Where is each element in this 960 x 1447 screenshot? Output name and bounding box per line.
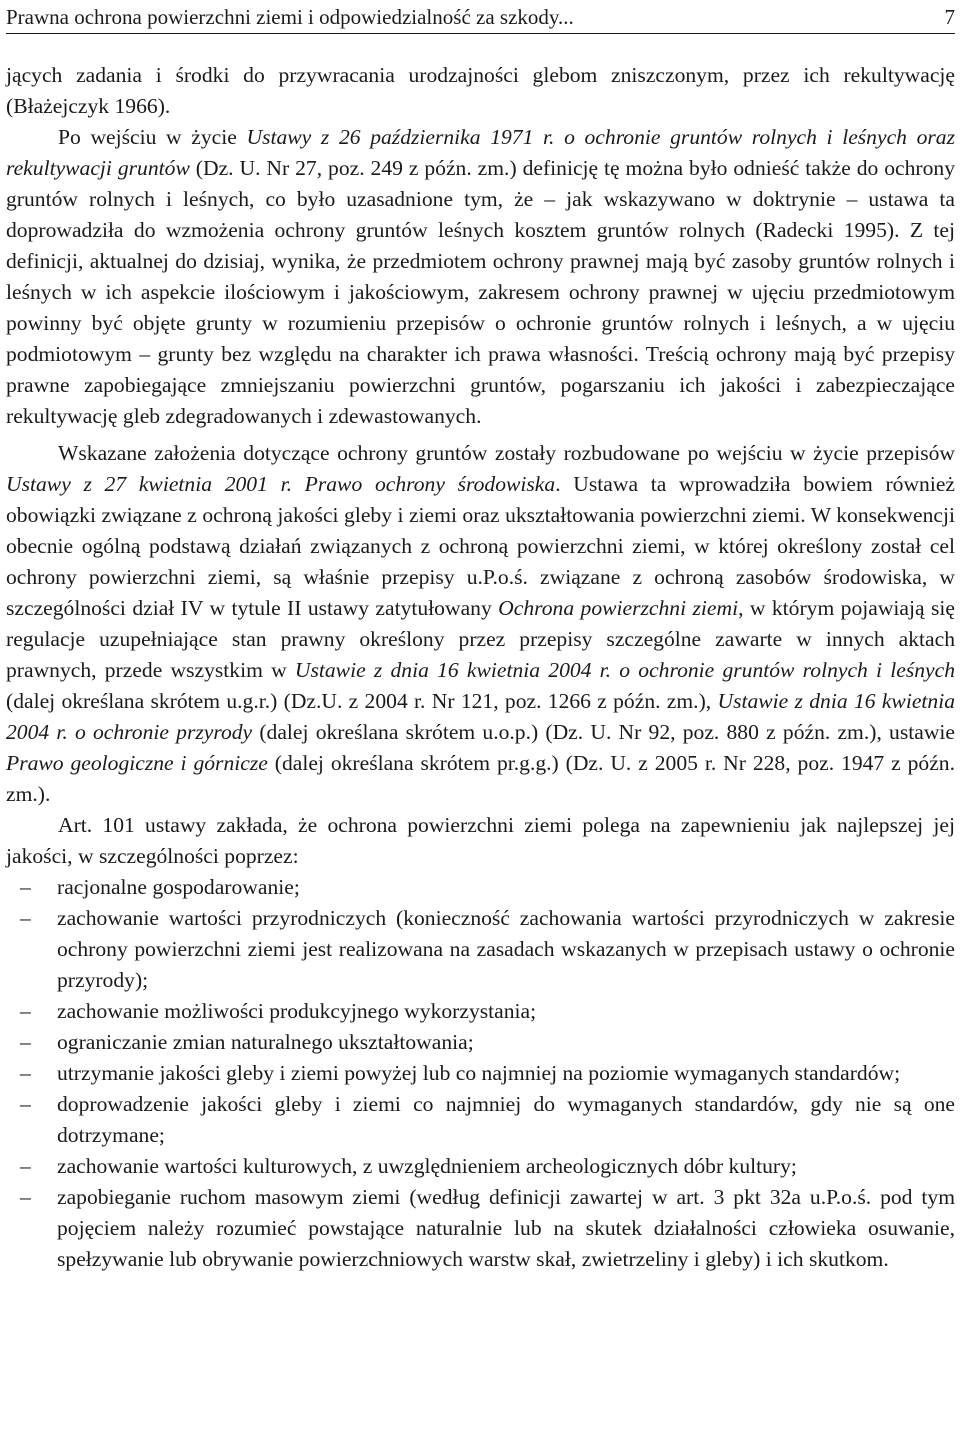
list-item	[6, 1027, 955, 1058]
act-title-2004-grunty: Ustawie z dnia 16 kwietnia 2004 r. o ochronie gruntów rolnych i leśnych	[294, 658, 955, 682]
paragraph-art-101: Art. 101 ustawy zakłada, że ochrona powierzchni ziemi polega na zapewnieniu jak najlepszej jej jakości, w szczególności poprzez:	[6, 813, 955, 868]
page-number: 7	[944, 5, 955, 29]
act-title-2001: Ustawy z 27 kwietnia 2001 r. Prawo ochrony środowiska	[6, 472, 556, 496]
text-run: (dalej określana skrótem u.o.p.) (Dz. U. Nr 92, poz. 880 z późn. zm.), ustawie	[252, 720, 956, 744]
page-body	[6, 60, 955, 1275]
list-item-text: racjonalne gospodarowanie;	[57, 875, 300, 899]
dash-marker: –	[20, 1092, 31, 1116]
list-item-text: zachowanie możliwości produkcyjnego wykorzystania;	[57, 999, 537, 1023]
list-item-text: ograniczanie zmian naturalnego ukształtowania;	[57, 1030, 474, 1054]
paragraph-assumptions	[6, 438, 955, 810]
text-run: Po wejściu w życie	[58, 125, 247, 149]
list-item	[6, 996, 955, 1027]
list-item	[6, 872, 955, 903]
dash-marker: –	[20, 1061, 31, 1085]
list-item	[6, 1182, 955, 1275]
list-item-text: zachowanie wartości przyrodniczych (konieczność zachowania wartości przyrodniczych w zakresie ochrony powierzchni ziemi jest realizowana na zasadach wskazanych w przepisach ustawy o ochronie przyrody);	[57, 906, 955, 992]
list-item	[6, 1089, 955, 1151]
list-item-text: zachowanie wartości kulturowych, z uwzględnieniem archeologicznych dóbr kultury;	[57, 1154, 797, 1178]
dash-list	[6, 872, 955, 1275]
section-title: Ochrona powierzchni ziemi	[498, 596, 739, 620]
dash-marker: –	[20, 999, 31, 1023]
dash-marker: –	[20, 906, 31, 930]
act-title-geologia: Prawo geologiczne i górnicze	[6, 751, 268, 775]
paragraph-definition	[6, 122, 955, 432]
list-item-text: doprowadzenie jakości gleby i ziemi co najmniej do wymaganych standardów, gdy nie są one dotrzymane;	[57, 1092, 955, 1147]
dash-marker: –	[20, 1030, 31, 1054]
text-run: (dalej określana skrótem u.g.r.) (Dz.U. z 2004 r. Nr 121, poz. 1266 z późn. zm.),	[6, 689, 718, 713]
act-title-2004-przyroda: Ustawie z dnia 16 kwietnia 2004 r. o ochronie przyrody	[6, 689, 955, 744]
list-item-text: zapobieganie ruchom masowym ziemi (według definicji zawartej w art. 3 pkt 32a u.P.o.ś. pod tym pojęciem należy rozumieć powstające naturalnie lub na skutek działalności człowieka osuwanie, spełzywanie lub obrywanie powierzchniowych warstw skał, zwietrzeliny i gleby) i ich skutkom.	[57, 1185, 955, 1271]
paragraph-continued: jących zadania i środki do przywracania urodzajności glebom zniszczonym, przez ich rekultywację (Błażejczyk 1966).	[6, 63, 955, 118]
act-title-1971: Ustawy z 26 października 1971 r. o ochronie gruntów rolnych i leśnych oraz rekultywacji gruntów	[6, 125, 955, 180]
list-item	[6, 903, 955, 996]
page-header	[6, 0, 955, 34]
dash-marker: –	[20, 1185, 31, 1209]
text-run: (Dz. U. Nr 27, poz. 249 z późn. zm.) definicję tę można było odnieść także do ochrony gruntów rolnych i leśnych, co było uzasadnione tym, że – jak wskazywano w doktrynie – ustawa ta doprowadziła do wzmożenia ochrony gruntów leśnych kosztem gruntów rolnych (Radecki 1995). Z tej definicji, aktualnej do dzisiaj, wynika, że przedmiotem ochrony prawnej mają być zasoby gruntów rolnych i leśnych w ich aspekcie ilościowym i jakościowym, zakresem ochrony prawnej w ujęciu przedmiotowym powinny być objęte grunty w rozumieniu przepisów o ochronie gruntów rolnych i leśnych, a w ujęciu podmiotowym – grunty bez względu na charakter ich prawa własności. Treścią ochrony mają być przepisy prawne zapobiegające zmniejszaniu powierzchni gruntów, pogarszaniu ich jakości i zabezpieczające rekultywację gleb zdegradowanych i zdewastowanych.	[6, 156, 956, 428]
dash-marker: –	[20, 875, 31, 899]
dash-marker: –	[20, 1154, 31, 1178]
list-item	[6, 1151, 955, 1182]
text-run: . Ustawa ta wprowadziła bowiem również obowiązki związane z ochroną jakości gleby i ziemi oraz ukształtowania powierzchni ziemi. W konsekwencji obecnie ogólną podstawą działań związanych z ochroną powierzchni ziemi, w której określony został cel ochrony powierzchni ziemi, są właśnie przepisy u.P.o.ś. związane z ochroną zasobów środowiska, w szczególności dział IV w tytule II ustawy zatytułowany	[6, 472, 956, 620]
text-run: Wskazane założenia dotyczące ochrony gruntów zostały rozbudowane po wejściu w życie przepisów	[58, 441, 955, 465]
list-item-text: utrzymanie jakości gleby i ziemi powyżej lub co najmniej na poziomie wymaganych standardów;	[57, 1061, 901, 1085]
text-run: , w którym pojawiają się regulacje uzupełniające stan prawny określony przez przepisy szczególne zawarte w innych aktach prawnych, przede wszystkim w	[6, 596, 955, 682]
list-item	[6, 1058, 955, 1089]
text-run: (dalej określana skrótem pr.g.g.) (Dz. U. z 2005 r. Nr 228, poz. 1947 z późn. zm.).	[6, 751, 955, 806]
running-title: Prawna ochrona powierzchni ziemi i odpowiedzialność za szkody...	[6, 5, 574, 29]
